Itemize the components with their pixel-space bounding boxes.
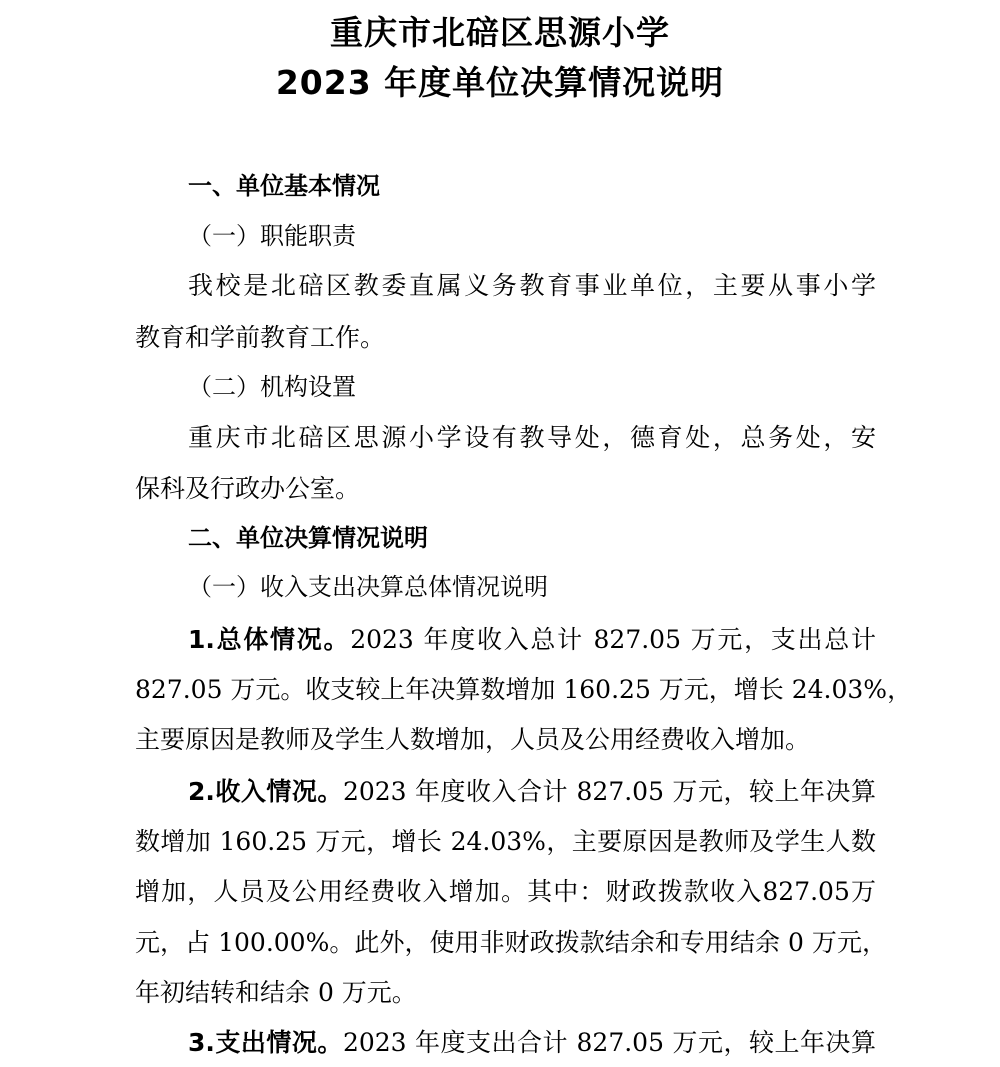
section1-sub1-heading: （一）职能职责 (188, 222, 356, 250)
section1-sub1-text-line1: 我校是北碚区教委直属义务教育事业单位，主要从事小学 (188, 271, 876, 300)
section2-heading: 二、单位决算情况说明 (188, 524, 428, 552)
paragraph3-lead: 3.支出情况。 (188, 1028, 343, 1057)
paragraph2-line3: 增加，人员及公用经费收入增加。其中：财政拨款收入827.05万 (135, 877, 876, 906)
paragraph2-lead: 2.收入情况。 (188, 777, 343, 806)
paragraph2-line4: 元，占 100.00%。此外，使用非财政拨款结余和专用结余 0 万元， (135, 928, 887, 957)
section2-sub1-heading: （一）收入支出决算总体情况说明 (188, 573, 548, 601)
paragraph1-line1-text: 2023 年度收入总计 827.05 万元，支出总计 (350, 625, 876, 654)
paragraph3-line1-text: 2023 年度支出合计 827.05 万元，较上年决算 (342, 1028, 876, 1057)
document-title-line1: 重庆市北碚区思源小学 (330, 13, 670, 52)
paragraph1-lead: 1.总体情况。 (188, 625, 351, 654)
paragraph2-line1 (188, 772, 876, 812)
paragraph3-line1 (188, 1023, 876, 1063)
section1-sub1-text-line2: 教育和学前教育工作。 (135, 323, 386, 352)
paragraph1-line2: 827.05 万元。收支较上年决算数增加 160.25 万元，增长 24.03%， (135, 675, 913, 704)
paragraph1-line3: 主要原因是教师及学生人数增加，人员及公用经费收入增加。 (135, 725, 811, 754)
section1-sub2-text-line2: 保科及行政办公室。 (135, 474, 361, 503)
section1-heading: 一、单位基本情况 (188, 172, 380, 200)
paragraph2-line2: 数增加 160.25 万元，增长 24.03%，主要原因是教师及学生人数 (135, 827, 876, 856)
paragraph2-line1-text: 2023 年度收入合计 827.05 万元，较上年决算 (342, 777, 876, 806)
paragraph1-line1 (188, 620, 876, 660)
paragraph2-line5: 年初结转和结余 0 万元。 (135, 978, 417, 1007)
section1-sub2-text-line1: 重庆市北碚区思源小学设有教导处，德育处，总务处，安 (188, 423, 876, 452)
section1-sub2-heading: （二）机构设置 (188, 373, 356, 401)
document-title-line2: 2023 年度单位决算情况说明 (275, 63, 725, 102)
